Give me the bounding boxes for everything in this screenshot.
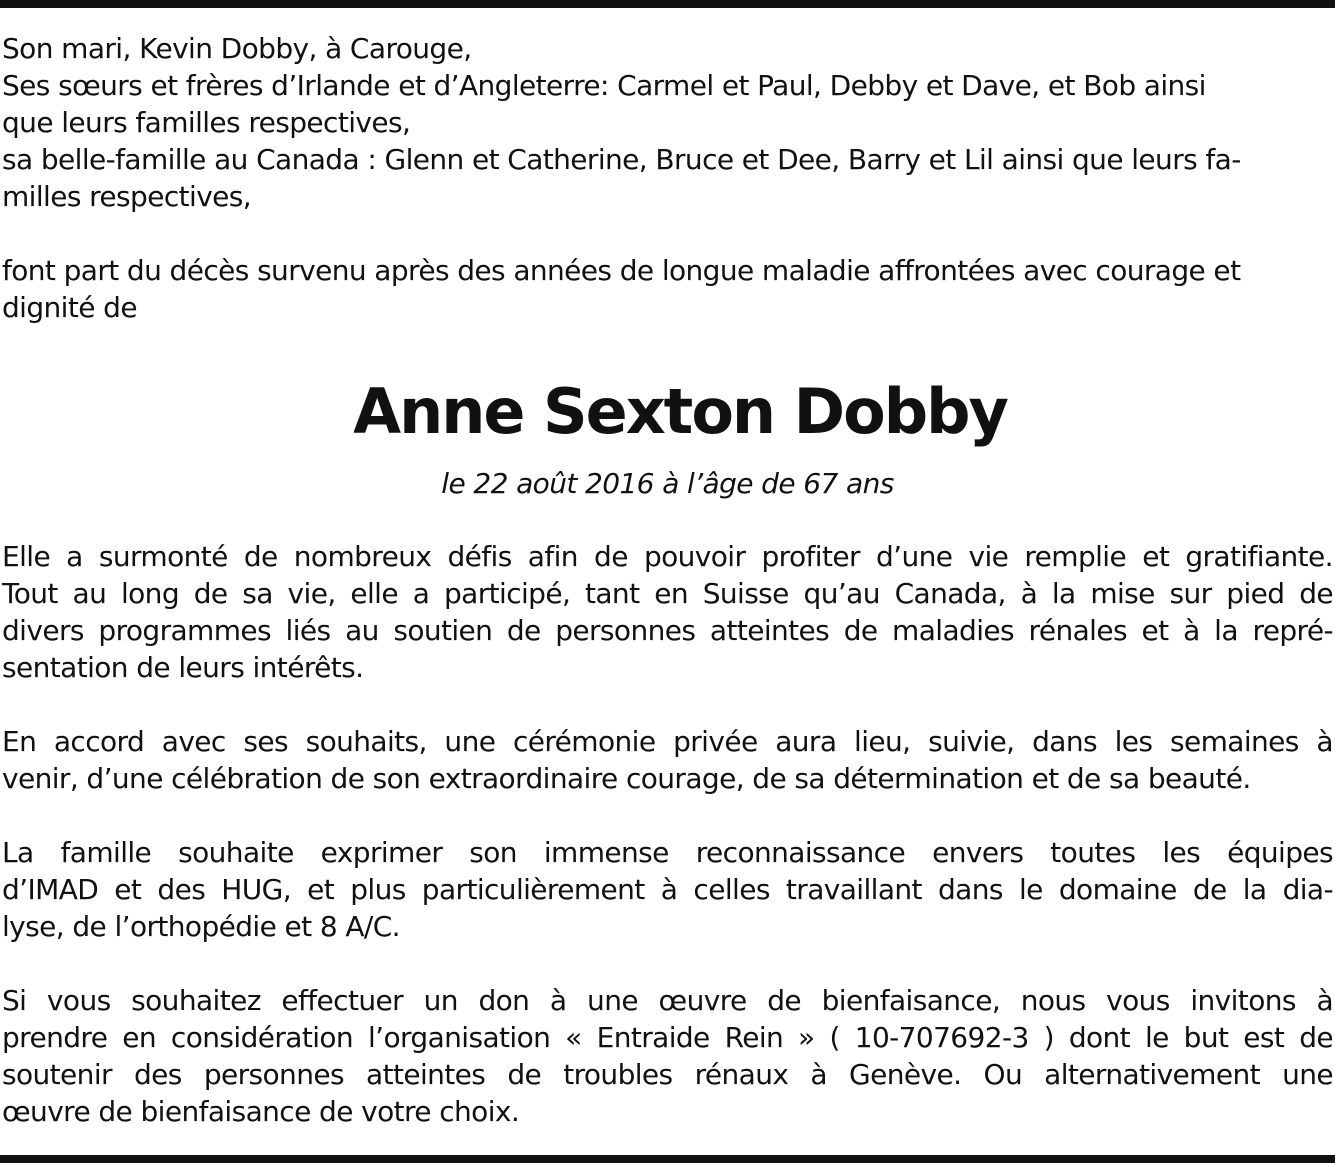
- death-date-line: le 22 août 2016 à l’âge de 67 ans: [441, 467, 894, 500]
- bottom-border-rule: [0, 1155, 1335, 1163]
- ceremony-paragraph: [2, 723, 1333, 797]
- spacer: [2, 797, 1333, 834]
- family-list: [2, 30, 1333, 215]
- donation-paragraph: [2, 982, 1333, 1130]
- life-paragraph: [2, 538, 1333, 686]
- top-border-rule: [0, 0, 1335, 8]
- paragraph-line: En accord avec ses souhaits, une cérémonie privée aura lieu, suivie, dans les semaines à: [2, 725, 1333, 758]
- thanks-paragraph: [2, 834, 1333, 945]
- family-line: sa belle-famille au Canada : Glenn et Catherine, Bruce et Dee, Barry et Lil ainsi que leurs fa-: [2, 143, 1241, 176]
- body-section: [2, 538, 1333, 1130]
- paragraph-line: sentation de leurs intérêts.: [2, 651, 364, 684]
- spacer: [2, 215, 1333, 252]
- paragraph-line: prendre en considération l’organisation « Entraide Rein » ( 10-707692-3 ) dont le but est de: [2, 1021, 1333, 1054]
- family-line: Ses sœurs et frères d’Irlande et d’Angleterre: Carmel et Paul, Debby et Dave, et Bob ainsi: [2, 69, 1206, 102]
- family-line: que leurs familles respectives,: [2, 106, 411, 139]
- announcement-line: font part du décès survenu après des années de longue maladie affrontées avec courage et: [2, 254, 1241, 287]
- paragraph-line: Elle a surmonté de nombreux défis afin de pouvoir profiter d’une vie remplie et gratifiante.: [2, 540, 1333, 573]
- announcement-line: dignité de: [2, 291, 137, 324]
- spacer: [2, 686, 1333, 723]
- paragraph-line: Si vous souhaitez effectuer un don à une œuvre de bienfaisance, nous vous invitons à: [2, 984, 1333, 1017]
- paragraph-line: lyse, de l’orthopédie et 8 A/C.: [2, 910, 400, 943]
- announcement-text: [2, 252, 1333, 326]
- paragraph-line: divers programmes liés au soutien de personnes atteintes de maladies rénales et à la repré-: [2, 614, 1333, 647]
- paragraph-line: venir, d’une célébration de son extraordinaire courage, de sa détermination et de sa beauté.: [2, 762, 1251, 795]
- paragraph-line: d’IMAD et des HUG, et plus particulièrement à celles travaillant dans le domaine de la dia-: [2, 873, 1333, 906]
- paragraph-line: œuvre de bienfaisance de votre choix.: [2, 1095, 520, 1128]
- family-line: Son mari, Kevin Dobby, à Carouge,: [2, 32, 472, 65]
- intro-section: [2, 30, 1333, 326]
- paragraph-line: La famille souhaite exprimer son immense reconnaissance envers toutes les équipes: [2, 836, 1333, 869]
- paragraph-line: Tout au long de sa vie, elle a participé, tant en Suisse qu’au Canada, à la mise sur pied de: [2, 577, 1333, 610]
- spacer: [2, 945, 1333, 982]
- paragraph-line: soutenir des personnes atteintes de troubles rénaux à Genève. Ou alternativement une: [2, 1058, 1333, 1091]
- deceased-name: Anne Sexton Dobby: [353, 375, 1007, 448]
- family-line: milles respectives,: [2, 180, 252, 213]
